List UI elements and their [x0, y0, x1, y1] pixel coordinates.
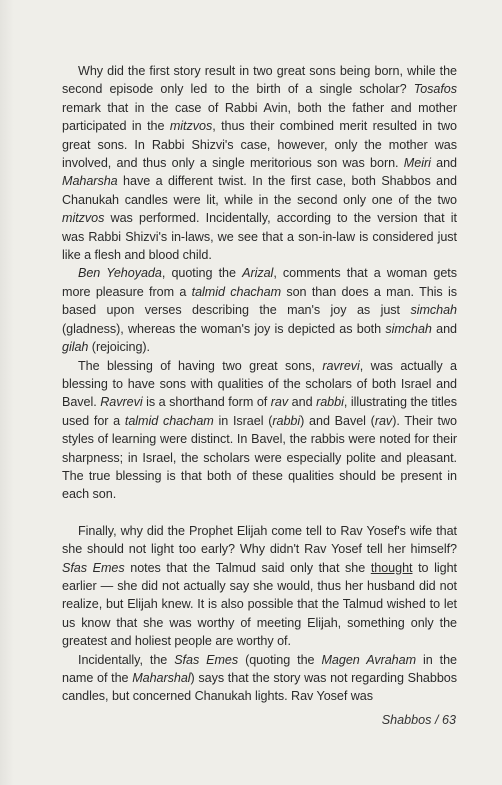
italic-term: Sfas Emes [62, 560, 125, 575]
italic-term: Maharsha [62, 174, 118, 189]
italic-term: rav [270, 395, 289, 410]
text-run: Incidentally, the [78, 652, 175, 667]
text-run: in the name of the [62, 652, 457, 685]
text-run: (rejoicing). [88, 340, 150, 355]
text-run: notes that the Talmud said only that she [124, 560, 371, 575]
paragraph [62, 264, 457, 356]
text-run: to light earlier — she did not actually say she would, thus her husband did not realize, but Elijah knew. It is also possible that the Talmud wished to let us know that she was worthy of meeting Elijah, something only the greatest and holiest people are worthy of. [62, 560, 457, 649]
page-footer: Shabbos / 63 [381, 713, 456, 727]
italic-term: Tosafos [413, 82, 457, 97]
paragraph [62, 522, 457, 651]
text-run: (quoting the [238, 652, 322, 667]
text-run: The blessing of having two great sons, [78, 358, 323, 373]
italic-term: Meiri [403, 156, 431, 171]
text-run: and [288, 395, 317, 410]
paragraph [62, 651, 457, 706]
text-run: Why did the first story result in two great sons being born, while the second episode only led to the birth of a single scholar? [62, 64, 457, 97]
underlined-word: thought [370, 560, 413, 575]
italic-term: talmid chacham [191, 284, 282, 299]
italic-term: simchah [410, 303, 457, 318]
italic-term: rabbi [272, 413, 301, 428]
text-run: , was actually a blessing to have sons with qualities of the scholars of both Israel and Bavel. [62, 358, 458, 410]
italic-term: rav [374, 413, 393, 428]
text-run: , comments that a woman gets more pleasure from a [62, 266, 457, 299]
body-text [62, 62, 457, 706]
text-run: ) and Bavel ( [300, 413, 375, 428]
text-run: and [430, 156, 458, 171]
italic-term: gilah [62, 340, 89, 355]
italic-term: Ben Yehoyada [78, 266, 162, 281]
italic-term: Sfas Emes [174, 652, 239, 667]
italic-term: mitzvos [62, 211, 105, 226]
text-run: in Israel ( [213, 413, 273, 428]
text-run: , quoting the [161, 266, 243, 281]
text-run: , illustrating the titles used for a [62, 395, 457, 428]
text-run: Finally, why did the Prophet Elijah come tell to Rav Yosef's wife that she should not light too early? Why didn't Rav Yosef tell her himself? [62, 523, 457, 557]
text-run: and [431, 321, 457, 336]
italic-term: Ravrevi [100, 395, 143, 410]
paragraph [62, 62, 457, 264]
text-run: , thus their combined merit resulted in two great sons. In Rabbi Shizvi's case, however, only the mother was involved, and thus only a single meritorious son was born. [62, 119, 457, 171]
italic-term: Magen Avraham [321, 652, 417, 667]
italic-term: Maharshal [132, 671, 191, 685]
italic-term: mitzvos [169, 119, 213, 134]
italic-term: talmid chacham [124, 413, 214, 428]
italic-term: ravrevi [322, 358, 360, 373]
italic-term: Arizal [242, 266, 274, 281]
text-run: remark that in the case of Rabbi Avin, both the father and mother participated in the [62, 100, 457, 134]
text-run: ). Their two styles of learning were distinct. In Bavel, the rabbis were noted for their sharpness; in Israel, the scholars were especially polite and pleasant. The true blessing is that both of these qualities should be present in each son. [62, 413, 457, 502]
text-run: is a shorthand form of [142, 395, 271, 410]
text-run: was performed. Incidentally, according to the version that it was Rabbi Shizvi's in-laws, we see that a son-in-law is considered just like a flesh and blood child. [62, 211, 457, 263]
paragraph [62, 357, 457, 504]
text-run: have a different twist. In the first case, both Shabbos and Chanukah candles were lit, while in the second only one of the two [62, 174, 457, 207]
text-run: son than does a man. This is based upon verses describing the man's joy as just [62, 284, 457, 318]
italic-term: rabbi [316, 395, 344, 410]
text-run: ) says that the story was not regarding Shabbos candles, but concerned Chanukah lights. Rav Yosef was [62, 671, 457, 704]
text-run: (gladness), whereas the woman's joy is depicted as both [62, 321, 386, 336]
italic-term: simchah [385, 321, 432, 336]
